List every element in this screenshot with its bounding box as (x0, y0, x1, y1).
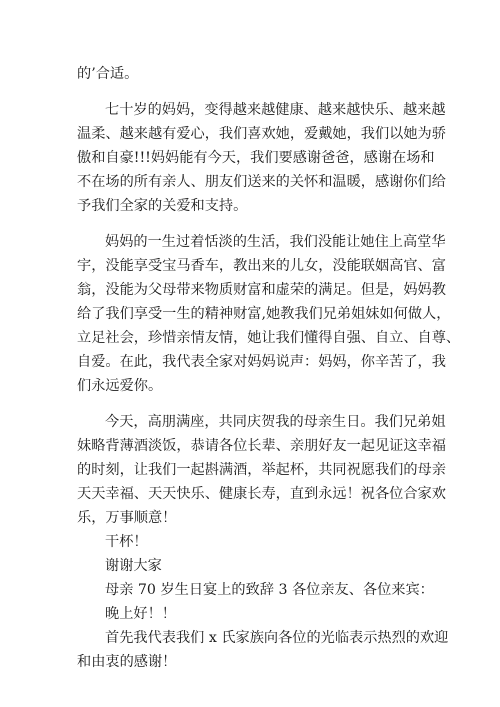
text-line: 的时刻，让我们一起斟满酒，举起杯，共同祝愿我们的母亲 (77, 462, 446, 478)
text-line: 今天，高朋满座，共同庆贺我的母亲生日。我们兄弟姐 (105, 414, 446, 430)
text-line: 傲和自豪!!!妈妈能有今天，我们要感谢爸爸，感谢在场和 (77, 150, 435, 166)
text-line: 们永远爱你。 (77, 378, 163, 394)
text-line: 予我们全家的关爱和支持。 (77, 198, 248, 214)
text-line: 晚上好！！ (105, 606, 176, 622)
text-line: 自爱。在此，我代表全家对妈妈说声：妈妈，你辛苦了，我 (77, 354, 446, 370)
text-line: 和由衷的感谢！ (77, 654, 177, 670)
text-line: 温柔、越来越有爱心，我们喜欢她，爱戴她，我们以她为骄 (77, 126, 446, 142)
text-line: 天天幸福、天天快乐、健康长寿，直到永远！祝各位合家欢 (77, 486, 446, 502)
text-line: 母亲 70 岁生日宴上的致辞 3 各位亲友、各位来宾： (105, 582, 434, 598)
text-line: 谢谢大家 (105, 558, 162, 574)
text-line: 妈妈的一生过着恬淡的生活，我们没能让她住上高堂华 (105, 234, 446, 250)
text-line: 首先我代表我们 x 氏家族向各位的光临表示热烈的欢迎 (105, 630, 449, 646)
text-line: 立足社会，珍惜亲情友情，她让我们懂得自强、自立、自尊、 (77, 330, 461, 346)
text-line: 不在场的所有亲人、朋友们送来的关怀和温暖，感谢你们给 (77, 174, 446, 190)
text-line: 干杯！ (105, 534, 148, 550)
text-line: 七十岁的妈妈，变得越来越健康、越来越快乐、越来越 (105, 102, 446, 118)
text-line: 宇，没能享受宝马香车，教出来的儿女，没能联姻高官、富 (77, 258, 446, 274)
text-line: 翁，没能为父母带来物质财富和虚荣的满足。但是，妈妈教 (77, 282, 446, 298)
text-line: 的’合适。 (77, 66, 139, 82)
document-body (77, 62, 461, 674)
text-line: 乐，万事顺意！ (77, 510, 177, 526)
text-line: 妹略背薄酒淡饭，恭请各位长辈、亲朋好友一起见证这幸福 (77, 438, 446, 454)
text-line: 给了我们享受一生的精神财富,她教我们兄弟姐妹如何做人， (77, 306, 451, 322)
